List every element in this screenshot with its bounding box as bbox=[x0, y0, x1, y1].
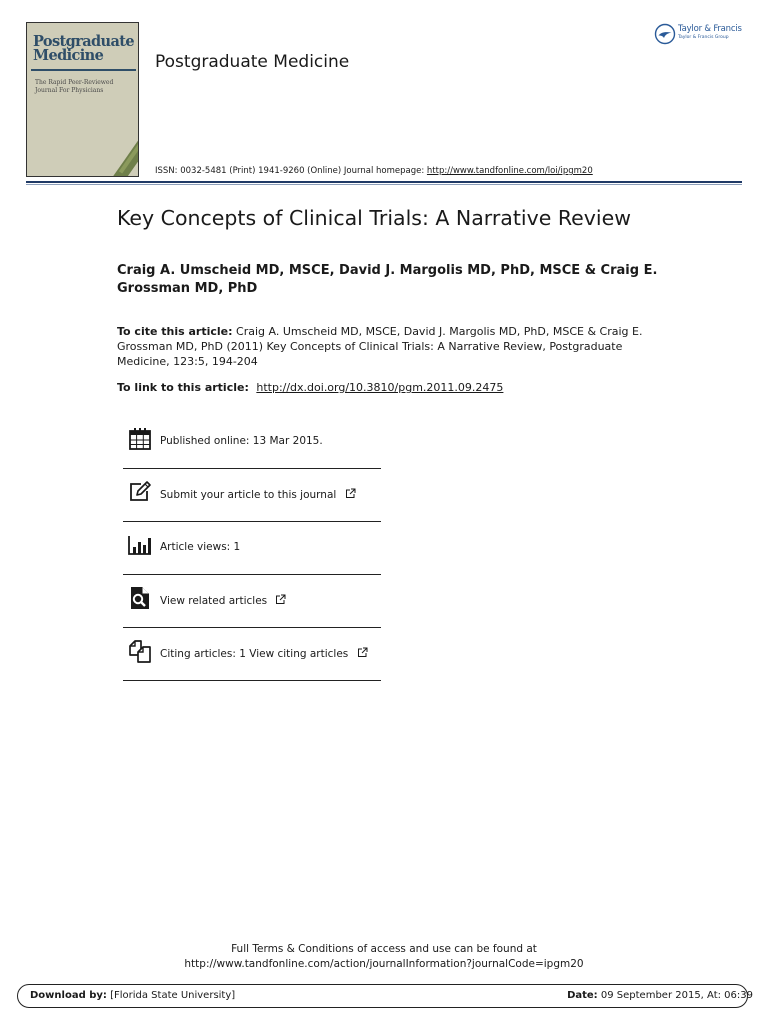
authors-line1: Craig A. Umscheid MD, MSCE, David J. Margolis MD, PhD, MSCE & Craig E. bbox=[117, 263, 658, 278]
submit-article-label: Submit your article to this journal bbox=[160, 489, 337, 501]
submit-article-item[interactable] bbox=[123, 469, 381, 522]
cover-title bbox=[33, 35, 137, 63]
published-online-text: Published online: 13 Mar 2015. bbox=[160, 435, 323, 447]
article-authors bbox=[117, 262, 677, 298]
download-date bbox=[567, 990, 753, 1001]
published-online-item bbox=[123, 416, 381, 469]
related-articles-link[interactable] bbox=[160, 594, 286, 607]
header-divider-light bbox=[26, 184, 742, 185]
terms-line1: Full Terms & Conditions of access and use can be found at bbox=[231, 943, 537, 955]
download-by bbox=[30, 990, 235, 1001]
download-by-label: Download by: bbox=[30, 990, 107, 1001]
journal-name: Postgraduate Medicine bbox=[155, 52, 350, 72]
publisher-name: Taylor & Francis bbox=[678, 24, 742, 34]
external-link-icon bbox=[345, 488, 356, 499]
issn-line bbox=[155, 166, 593, 176]
terms-notice bbox=[0, 942, 768, 972]
download-info-bar bbox=[17, 984, 753, 1008]
cover-title-line1: Postgraduate bbox=[33, 33, 135, 50]
download-date-value: 09 September 2015, At: 06:39 bbox=[600, 990, 753, 1001]
header-divider bbox=[26, 181, 742, 183]
journal-cover bbox=[26, 22, 139, 177]
publisher-group: Taylor & Francis Group bbox=[678, 35, 729, 40]
doi-link[interactable]: http://dx.doi.org/10.3810/pgm.2011.09.2475 bbox=[256, 381, 504, 394]
citing-documents-icon bbox=[127, 638, 153, 664]
related-articles-item[interactable] bbox=[123, 575, 381, 628]
submit-article-link[interactable] bbox=[160, 488, 356, 501]
bar-chart-icon bbox=[127, 532, 153, 558]
calendar-icon bbox=[127, 426, 153, 452]
taylor-francis-icon bbox=[654, 23, 676, 45]
article-views-text: Article views: 1 bbox=[160, 541, 241, 553]
article-views-item bbox=[123, 522, 381, 575]
external-link-icon bbox=[275, 594, 286, 605]
cover-subtitle-line2: Journal For Physicians bbox=[35, 87, 104, 94]
related-articles-label: View related articles bbox=[160, 595, 268, 607]
cover-title-line2: Medicine bbox=[33, 47, 104, 64]
issn-text: ISSN: 0032-5481 (Print) 1941-9260 (Online) Journal homepage: bbox=[155, 166, 427, 176]
article-link-row bbox=[117, 381, 503, 394]
download-by-value: [Florida State University] bbox=[110, 990, 236, 1001]
journal-homepage-link[interactable]: http://www.tandfonline.com/loi/ipgm20 bbox=[426, 166, 593, 176]
citing-articles-label: Citing articles: 1 View citing articles bbox=[160, 648, 349, 660]
citing-articles-link[interactable] bbox=[160, 647, 368, 660]
external-link-icon bbox=[357, 647, 368, 658]
article-title: Key Concepts of Clinical Trials: A Narrative Review bbox=[117, 206, 632, 230]
terms-url[interactable]: http://www.tandfonline.com/action/journalInformation?journalCode=ipgm20 bbox=[184, 958, 584, 970]
citing-articles-item[interactable] bbox=[123, 628, 381, 681]
citation-label: To cite this article: bbox=[117, 325, 233, 338]
cover-divider bbox=[31, 69, 136, 71]
edit-icon bbox=[127, 479, 153, 505]
search-document-icon bbox=[127, 585, 153, 611]
download-date-label: Date: bbox=[567, 990, 598, 1001]
publisher-logo[interactable] bbox=[654, 22, 746, 46]
cover-subtitle-line1: The Rapid Peer-Reviewed bbox=[35, 79, 114, 86]
citation bbox=[117, 324, 657, 369]
authors-line2: Grossman MD, PhD bbox=[117, 281, 258, 296]
cover-subtitle bbox=[35, 79, 135, 95]
citation-text: Craig A. Umscheid MD, MSCE, David J. Margolis MD, PhD, MSCE & Craig E. Grossman MD, PhD (2011) Key Concepts of Clinical Trials: A Narrative Review, Postgraduate Medicine, 123:5, 194-204 bbox=[117, 325, 643, 368]
article-link-label: To link to this article: bbox=[117, 381, 249, 394]
